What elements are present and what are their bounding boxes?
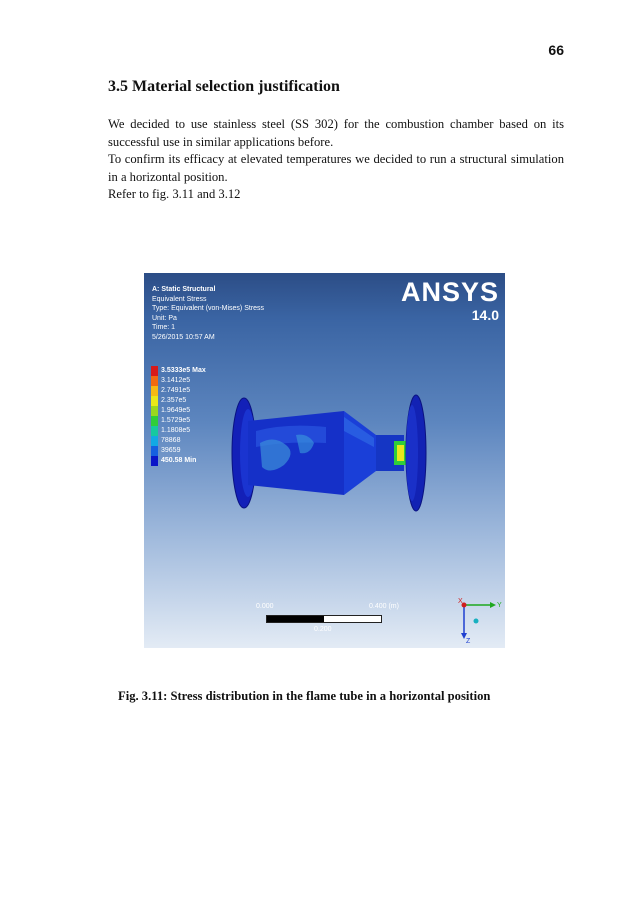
legend-label: 3.5333e5 Max xyxy=(161,367,206,374)
neck-stress-core xyxy=(397,445,404,461)
figure-caption: Fig. 3.11: Stress distribution in the flame tube in a horizontal position xyxy=(118,689,491,703)
legend-swatch xyxy=(151,366,158,376)
scale-bar-graphic xyxy=(266,615,382,623)
stress-simulation-figure xyxy=(144,273,505,648)
legend-swatch xyxy=(151,396,158,406)
info-title: A: Static Structural xyxy=(152,286,216,293)
page-number: 66 xyxy=(548,42,564,58)
legend-swatch xyxy=(151,426,158,436)
axis-triad xyxy=(454,595,504,645)
info-line: Type: Equivalent (von-Mises) Stress xyxy=(152,305,265,313)
section-body xyxy=(108,116,564,204)
ansys-logo xyxy=(401,277,499,323)
legend-swatch xyxy=(151,416,158,426)
logo-brand: ANSYS xyxy=(400,277,499,307)
legend-swatch xyxy=(151,376,158,386)
flame-tube-model xyxy=(226,383,476,523)
legend-swatch xyxy=(151,386,158,396)
axis-label-x: X xyxy=(458,598,463,605)
paragraph: We decided to use stainless steel (SS 302) for the combustion chamber based on its successful use in similar applications before. xyxy=(108,117,564,149)
simulation-info xyxy=(152,285,264,343)
axis-label-z: Z xyxy=(466,638,471,645)
outlet-flange-face xyxy=(406,405,418,501)
info-line: Equivalent Stress xyxy=(152,295,207,303)
legend-label: 2.7491e5 xyxy=(161,387,191,394)
axis-label-y: Y xyxy=(497,602,502,609)
logo-version: 14.0 xyxy=(471,307,499,323)
legend-label: 3.1412e5 xyxy=(161,377,191,384)
info-line: Time: 1 xyxy=(152,324,176,332)
paragraph: Refer to fig. 3.11 and 3.12 xyxy=(108,187,241,201)
legend-swatch xyxy=(151,456,158,466)
legend-swatch xyxy=(151,436,158,446)
scale-end-label: 0.400 (m) xyxy=(369,603,399,610)
legend-label: 1.1808e5 xyxy=(161,427,191,434)
scale-start-label: 0.000 xyxy=(256,603,274,610)
paragraph: To confirm its efficacy at elevated temperatures we decided to run a structural simulation in a horizontal position. xyxy=(108,152,564,184)
legend-label: 39659 xyxy=(161,447,181,454)
info-line: Unit: Pa xyxy=(152,314,177,322)
legend-label: 1.5729e5 xyxy=(161,417,191,424)
legend-swatch xyxy=(151,446,158,456)
legend-label: 2.357e5 xyxy=(161,397,187,404)
legend-label: 78868 xyxy=(161,437,181,444)
section-heading: 3.5 Material selection justification xyxy=(108,78,340,95)
scale-mid-label: 0.200 xyxy=(314,626,332,633)
legend-label: 1.9649e5 xyxy=(161,407,191,414)
legend-swatch xyxy=(151,406,158,416)
info-line: 5/26/2015 10:57 AM xyxy=(152,333,215,341)
legend-label: 450.58 Min xyxy=(161,457,197,464)
